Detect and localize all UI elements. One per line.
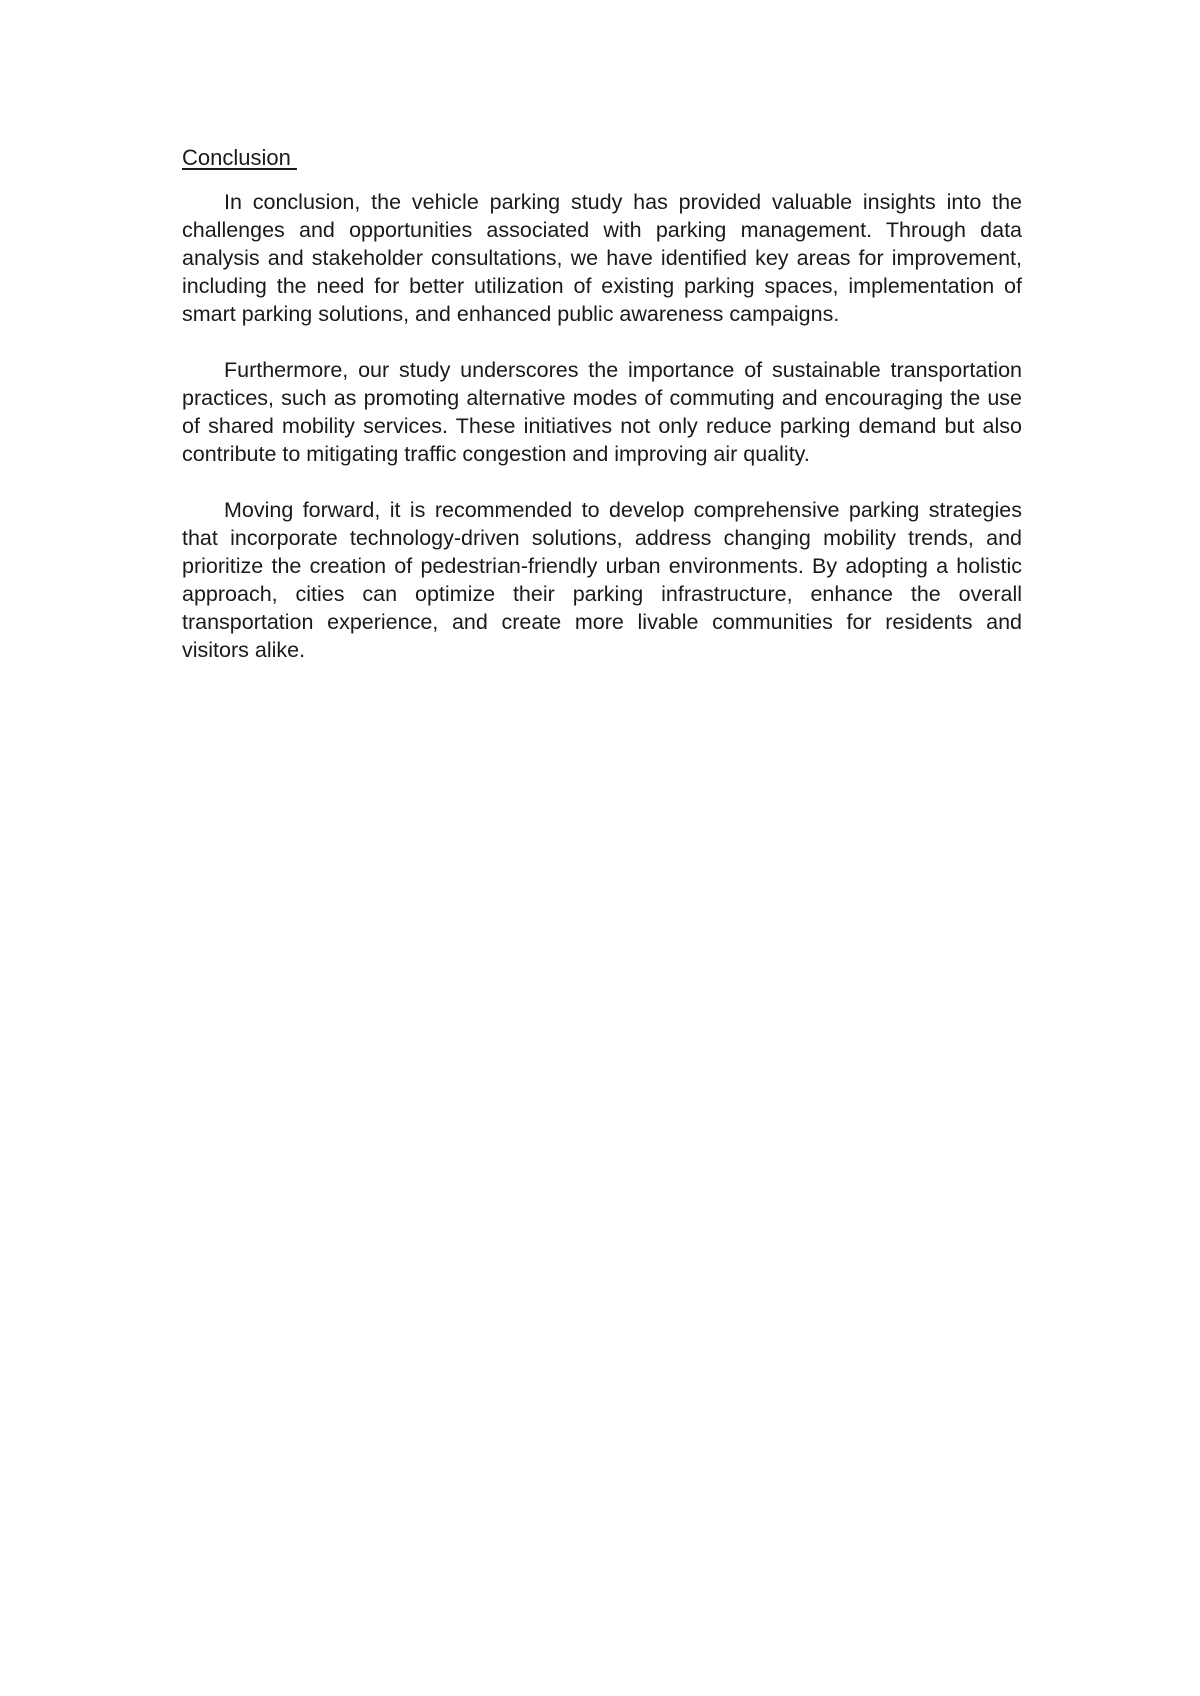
section-heading: Conclusion bbox=[182, 145, 297, 170]
paragraph-sustainability: Furthermore, our study underscores the importance of sustainable transportation practices, such as promoting alternative modes of commuting and encouraging the use of shared mobility services. These initiatives not only reduce parking demand but also contribute to mitigating traffic congestion and improving air quality. bbox=[182, 358, 1022, 466]
paragraph-conclusion: In conclusion, the vehicle parking study has provided valuable insights into the challenges and opportunities associated with parking management. Through data analysis and stakeholder consultations, we have identified key areas for improvement, including the need for better utilization of existing parking spaces, implementation of smart parking solutions, and enhanced public awareness campaigns. bbox=[182, 190, 1022, 326]
document-body bbox=[182, 144, 1022, 692]
paragraph-recommendations: Moving forward, it is recommended to develop comprehensive parking strategies that incorporate technology-driven solutions, address changing mobility trends, and prioritize the creation of pedestrian-friendly urban environments. By adopting a holistic approach, cities can optimize their parking infrastructure, enhance the overall transportation experience, and create more livable communities for residents and visitors alike. bbox=[182, 498, 1022, 662]
